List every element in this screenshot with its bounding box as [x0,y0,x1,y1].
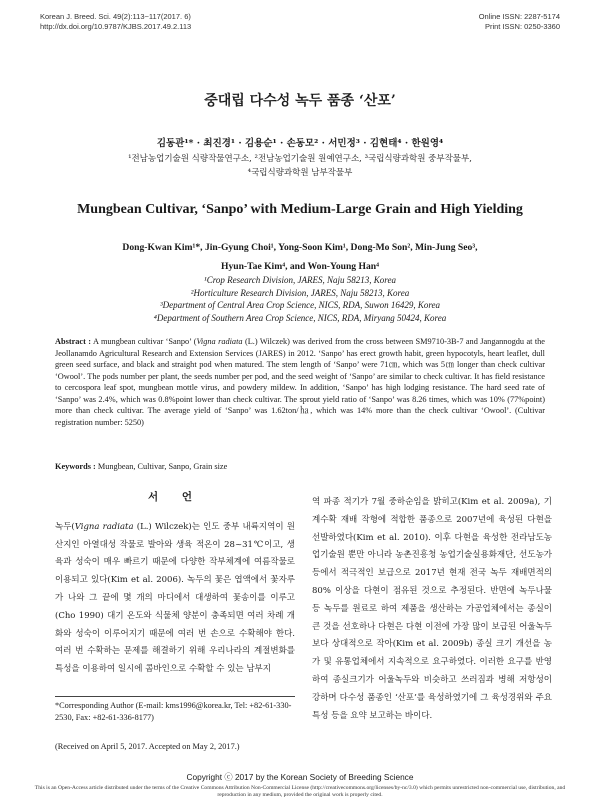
affiliation-2: ²Horticulture Research Division, JARES, Naju 58213, Korea [190,287,410,298]
intro-paragraph-right: 역 파종 적기가 7월 중하순임을 밝히고(Kim et al. 2009a), 기계수확 재배 작형에 적합한 품종으로 2007년에 육성된 다현을 선발하였다(Kim et al. 2010). 이후 다현을 육성한 전라남도농업기술원 뿐만 아니라 농촌진흥청 농업기술실용화재단, 선도농가 등에서 적극적인 보급으로 2017년 현재 전국 녹두 재배면적의 80% 이상을 다현이 점유된 것으로 추정된다. 반면에 녹두나물 등 녹두를 원료로 하여 제품을 생산하는 가공업체에서는 종실이 큰 것을 선호하나 다현은 다현 이전에 가장 많이 보급된 어울녹두보다 상대적으로 작아(Kim et al. 2009b) 종실 크기 개선을 농가 및 유통업체에서 지속적으로 요구하였다. 이러한 요구를 반영하여 종실크기가 어울녹두와 비슷하고 쓰러짐과 병해 저항성이 강하며 다수성 품종인 ‘산포’를 육성하였기에 그 육성경위와 주요특성 등을 요약 보고하는 바이다. [312,497,552,721]
english-authors [40,238,560,276]
received-date: (Received on April 5, 2017. Accepted on May 2, 2017.) [55,742,240,751]
english-title: Mungbean Cultivar, ‘Sanpo’ with Medium-Large Grain and High Yielding [77,202,523,217]
affiliation-4: ⁴Department of Southern Area Crop Science, NICS, RDA, Miryang 50424, Korea [153,312,447,323]
corresponding-author-note: *Corresponding Author (E-mail: kms1996@korea.kr, Tel: +82-61-330-2530, Fax: +82-61-336-8177) [55,701,292,722]
section-heading: 서 언 [148,491,202,503]
license-text: This is an Open-Access article distributed under the terms of the Creative Commons Attribution Non-Commercial License (http://creativecommons.org/licenses/by-nc/3.0) which permits unrestricted non-commercial use, distribution, and reproduction in any medium, provided the original work is properly cited. [34,785,566,798]
species-name: Vigna radiata [196,337,243,346]
korean-title: 중대립 다수성 녹두 품종 ‘산포’ [204,93,396,109]
journal-header [40,12,560,32]
keywords [55,462,545,471]
keywords-label: Keywords : [55,462,96,471]
korean-authors: 김동관¹* · 최진경¹ · 김용순¹ · 손동모² · 서민정³ · 김현태⁴ · 한원영⁴ [156,138,444,149]
intro-left-column [55,489,295,679]
issn-online: Online ISSN: 2287-5174 [478,12,560,21]
english-affiliations [0,274,600,324]
korean-affiliation-line: ⁴국립식량과학원 남부작물부 [247,168,353,178]
abstract-text: A mungbean cultivar ‘Sanpo’ ( [91,337,197,346]
issn-print: Print ISSN: 0250-3360 [484,22,560,31]
issn-info [479,12,560,32]
journal-info [40,12,191,32]
intro-paragraph-left [55,519,295,679]
korean-affiliation-line: ¹전남농업기술원 식량작물연구소, ²전남농업기술원 원예연구소, ³국립식량과학원 중부작물부, [128,154,472,164]
abstract [55,336,545,428]
abstract-text: (L.) Wilczek) was derived from the cross between SM9710-3B-7 and Jangannogdu at the Jeollanamdo Agricultural Research and Extension Services (JARES) in 2012. ‘Sanpo’ has erect growth habit, green hypocotyls, heart leaflet, dull green seed surface, and black and straight pod when matured. The stem length of ‘Sanpo’ were 71㎝, which was 5㎝ longer than check cultivar ‘Owool’. The pods number per plant, the seeds number per pod, and the seed weight of ‘Sanpo’ are similar to check cultivar. It has field resistance to cercospora leaf spot, mungbean mottle virus, and powdery mildew. In addition, ‘Sanpo’ has high lodging resistance. The hard seed rate of ‘Sanpo’ was 2.4%, which was 0.8%point lower than check cultivar. The sprout yield ratio of ‘Sanpo’ was 8.26 times, which was 10% (77%point) more than check cultivar. The average yield of ‘Sanpo’ was 1.62ton/㏊, which was 14% more than the check cultivar ‘Owool’. (Cultivar registration number: 5250) [55,337,545,427]
keywords-text: Mungbean, Cultivar, Sanpo, Grain size [95,462,228,471]
species-name: Vigna radiata [74,521,134,532]
intro-text: 녹두( [55,521,75,532]
abstract-label: Abstract : [55,337,92,346]
intro-right-column [312,494,552,725]
korean-affiliations [0,152,600,180]
english-authors-line: Hyun-Tae Kim⁴, and Won-Young Han⁴ [221,261,379,272]
english-authors-line: Dong-Kwan Kim¹*, Jin-Gyung Choi¹, Yong-Soon Kim¹, Dong-Mo Son², Min-Jung Seo³, [122,242,478,253]
footnote-divider [55,696,295,697]
affiliation-3: ³Department of Central Area Crop Science, NICS, RDA, Suwon 16429, Korea [159,300,440,310]
intro-text: (L.) Wilczek)는 인도 중부 내륙지역이 원산지인 아열대성 작물로 발아와 생육 적온이 28~31℃이고, 생육과 성숙이 매우 빠르기 때문에 다양한 작부체계에 여름작물로 이용되고 있다(Kim et al. 2006). 녹두의 꽃은 엽액에서 꽃자루가 나와 그 끝에 몇 개의 마디에서 대생하여 꽃송이를 이루고(Cho 1990) 대기 온도와 식물체 양분이 충족되면 여러 차례 개화와 성숙이 이루어지기 때문에 여러 번 손으로 수확해야 한다. 여러 번 수확하는 문제를 해결하기 위해 우리나라의 계절변화를 특성을 이용하여 일시에 콤바인으로 수확할 수 있는 남부지 [55,521,296,675]
doi-link[interactable]: http://dx.doi.org/10.9787/KJBS.2017.49.2.113 [40,22,192,31]
copyright-line: Copyright ⓒ 2017 by the Korean Society of Breeding Science [186,772,414,782]
affiliation-1: ¹Crop Research Division, JARES, Naju 58213, Korea [204,275,396,285]
journal-citation: Korean J. Breed. Sci. 49(2):113~117(2017. 6) [40,12,191,21]
